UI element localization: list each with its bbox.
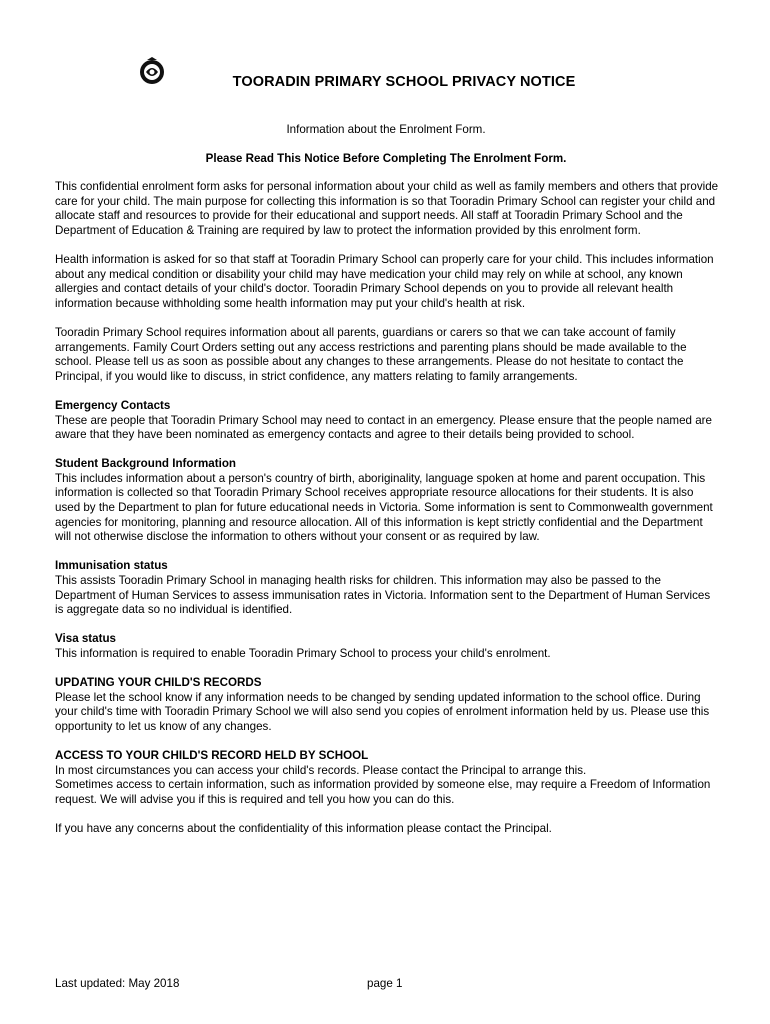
emergency-heading: Emergency Contacts	[55, 398, 171, 412]
updating-body: Please let the school know if any information needs to be changed by sending updated information to the school office. During your child's time with Tooradin Primary School we will also send you copies of enrolment information held by us. Please use this opportunity to let us know of any changes.	[55, 690, 710, 733]
background-body: This includes information about a person's country of birth, aboriginality, language spoken at home and parent occupation. This information is collected so that Tooradin Primary School receives appropriate resource allocations for their students. It is also used by the Department to plan for future educational needs in Victoria. Some information is sent to Commonwealth government agencies for monitoring, planning and resource allocation. All of this information is kept strictly confidential and the Department will not otherwise disclose the information to others without your consent or as required by law.	[55, 471, 713, 544]
access-section	[55, 749, 720, 807]
subtitle: Information about the Enrolment Form.	[286, 123, 486, 136]
immunisation-section	[55, 559, 720, 617]
access-body-2: Sometimes access to certain information, such as information provided by someone else, may require a Freedom of Information request. We will advise you if this is required and tell you how you can do this.	[55, 778, 711, 806]
health-paragraph: Health information is asked for so that staff at Tooradin Primary School can properly care for your child. This includes information about any medical condition or disability your child may have medication your child may rely on while at school, any known allergies and contact details of your child's doctor. Tooradin Primary School depends on you to provide all relevant health information because withholding some health information may put your child's health at risk.	[55, 252, 714, 310]
notice-body	[55, 180, 720, 851]
emergency-body: These are people that Tooradin Primary School may need to contact in an emergency. Please ensure that the people named are aware that they have been nominated as emergency contacts and agree to their details being provided to school.	[55, 413, 712, 442]
emergency-section	[55, 399, 720, 443]
visa-section	[55, 632, 720, 661]
visa-heading: Visa status	[55, 632, 117, 646]
concerns-paragraph: If you have any concerns about the confidentiality of this information please contact the Principal.	[55, 822, 552, 836]
parents-paragraph: Tooradin Primary School requires information about all parents, guardians or carers so that we can take account of family arrangements. Family Court Orders setting out any access restrictions and parenting plans should be made available to the school. Please tell us as soon as possible about any changes to these arrangements. Please do not hesitate to contact the Principal, if you would like to discuss, in strict confidence, any matters relating to family arrangements.	[55, 325, 687, 383]
background-section	[55, 457, 720, 545]
intro-paragraph: This confidential enrolment form asks for personal information about your child as well as family members and others that provide care for your child. The main purpose for collecting this information is so that Tooradin Primary School can register your child and allocate staff and resources to provide for their educational and support needs. All staff at Tooradin Primary School and the Department of Education & Training are required by law to protect the information provided by this enrolment form.	[55, 180, 719, 237]
access-body-1: In most circumstances you can access your child's records. Please contact the Principal to arrange this.	[55, 763, 587, 777]
access-heading: ACCESS TO YOUR CHILD'S RECORD HELD BY SCHOOL	[55, 749, 369, 763]
immunisation-heading: Immunisation status	[55, 559, 168, 573]
please-read-notice: Please Read This Notice Before Completing The Enrolment Form.	[205, 152, 567, 165]
updating-section	[55, 676, 720, 734]
last-updated: Last updated: May 2018	[55, 977, 180, 990]
visa-body: This information is required to enable Tooradin Primary School to process your child's enrolment.	[55, 647, 551, 660]
updating-heading: UPDATING YOUR CHILD'S RECORDS	[55, 676, 262, 690]
background-heading: Student Background Information	[55, 457, 236, 471]
page-title: TOORADIN PRIMARY SCHOOL PRIVACY NOTICE	[232, 74, 576, 90]
immunisation-body: This assists Tooradin Primary School in managing health risks for children. This information may also be passed to the Department of Human Services to assess immunisation rates in Victoria. Information sent to the Department of Human Services is aggregate data so no individual is identified.	[55, 574, 711, 617]
page-number: page 1	[367, 977, 403, 990]
